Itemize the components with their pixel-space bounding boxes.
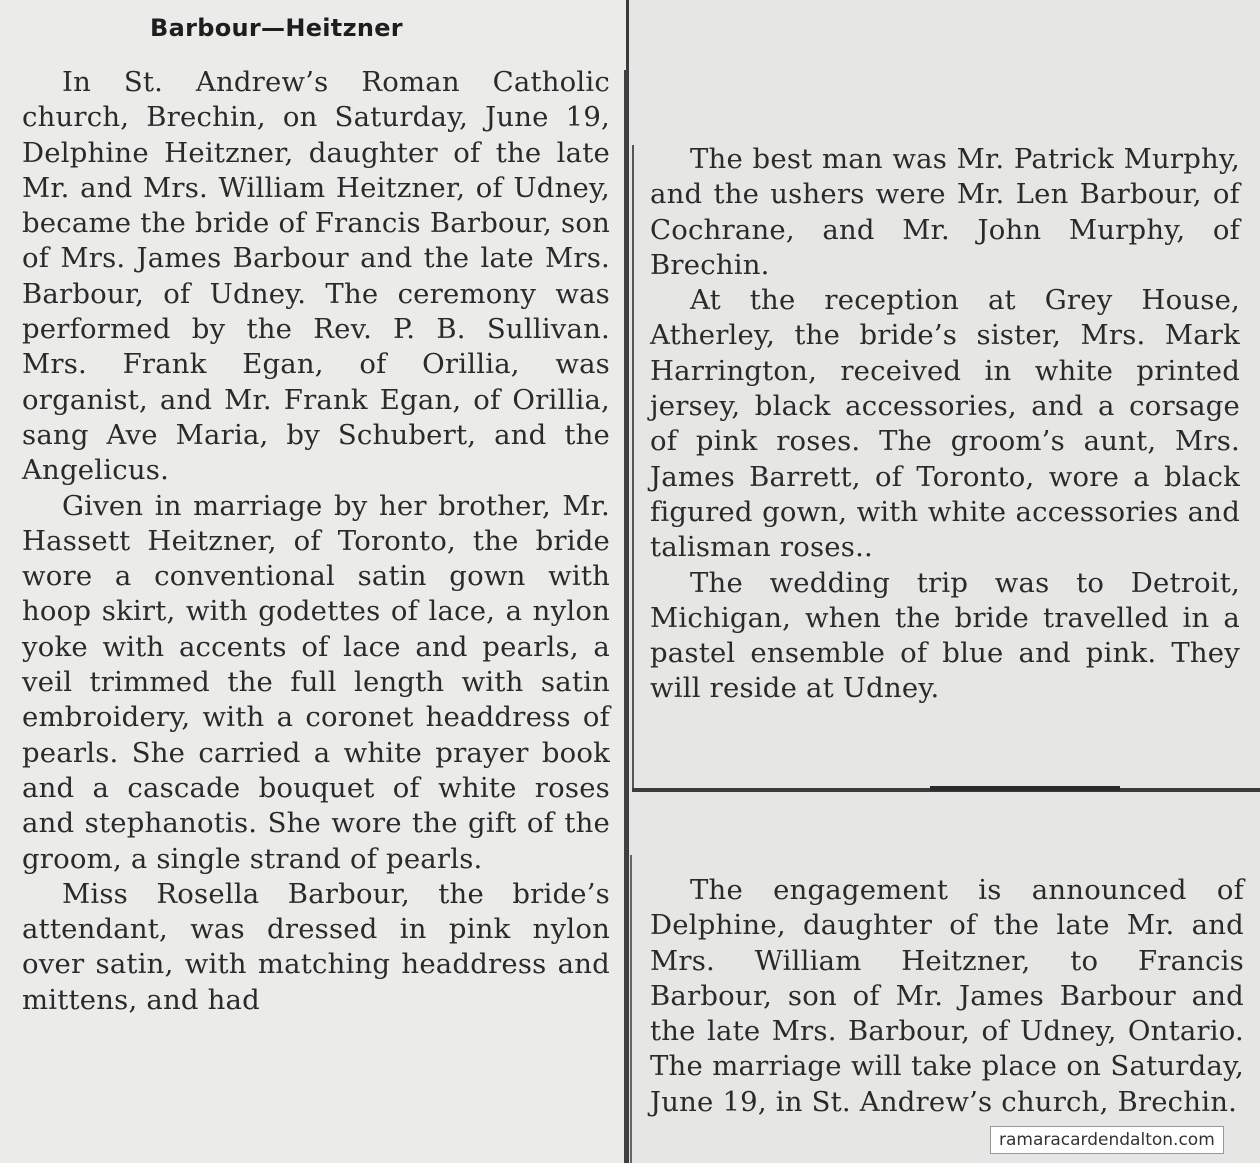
clipping-edge-top <box>632 145 634 788</box>
article-paragraph-reception: At the reception at Grey House, Atherley, the bride’s sister, Mrs. Mark Harrington, received in white printed jersey, black accessories, and a corsage of pink roses. The groom’s aunt, Mrs. James Barrett, of Toronto, wore a black figured gown, with white accessories and talisman roses.. <box>650 284 1240 564</box>
article-column-left <box>22 65 610 1018</box>
article-paragraph-gown: Given in marriage by her brother, Mr. Hassett Heitzner, of Toronto, the bride wore a conventional satin gown with hoop skirt, with godettes of lace, a nylon yoke with accents of lace and pearls, a veil trimmed the full length with satin embroidery, with a coronet headdress of pearls. She carried a white prayer book and a cascade bouquet of white roses and stephanotis. She wore the gift of the groom, a single strand of pearls. <box>22 489 610 875</box>
site-watermark: ramaracardendalton.com <box>990 1126 1224 1154</box>
column-rule <box>624 70 628 1163</box>
article-column-right <box>650 142 1240 707</box>
engagement-text: The engagement is announced of Delphine, daughter of the late Mr. and Mrs. William Heitzner, to Francis Barbour, son of Mr. James Barbour and the late Mrs. Barbour, of Udney, Ontario. The marriage will take place on Saturday, June 19, in St. Andrew’s church, Brechin. <box>650 874 1244 1118</box>
engagement-notice <box>650 873 1244 1120</box>
article-paragraph-attendant: Miss Rosella Barbour, the bride’s attendant, was dressed in pink nylon over satin, with matching headdress and mittens, and had <box>22 877 610 1016</box>
clipping-divider-rule <box>930 786 1120 791</box>
article-paragraph-best-man: The best man was Mr. Patrick Murphy, and the ushers were Mr. Len Barbour, of Cochrane, and Mr. John Murphy, of Brechin. <box>650 143 1240 281</box>
clipping-edge-bottom <box>630 855 632 1163</box>
article-paragraph-wedding-trip: The wedding trip was to Detroit, Michigan, when the bride travelled in a pastel ensemble of blue and pink. They will reside at Udney. <box>650 566 1240 705</box>
article-headline: Barbour—Heitzner <box>150 14 403 42</box>
article-paragraph-ceremony: In St. Andrew’s Roman Catholic church, Brechin, on Saturday, June 19, Delphine Heitzner, daughter of the late Mr. and Mrs. William Heitzner, of Udney, became the bride of Francis Barbour, son of Mrs. James Barbour and the late Mrs. Barbour, of Udney. The ceremony was performed by the Rev. P. B. Sullivan. Mrs. Frank Egan, of Orillia, was organist, and Mr. Frank Egan, of Orillia, sang Ave Maria, by Schubert, and the Angelicus. <box>22 66 610 487</box>
